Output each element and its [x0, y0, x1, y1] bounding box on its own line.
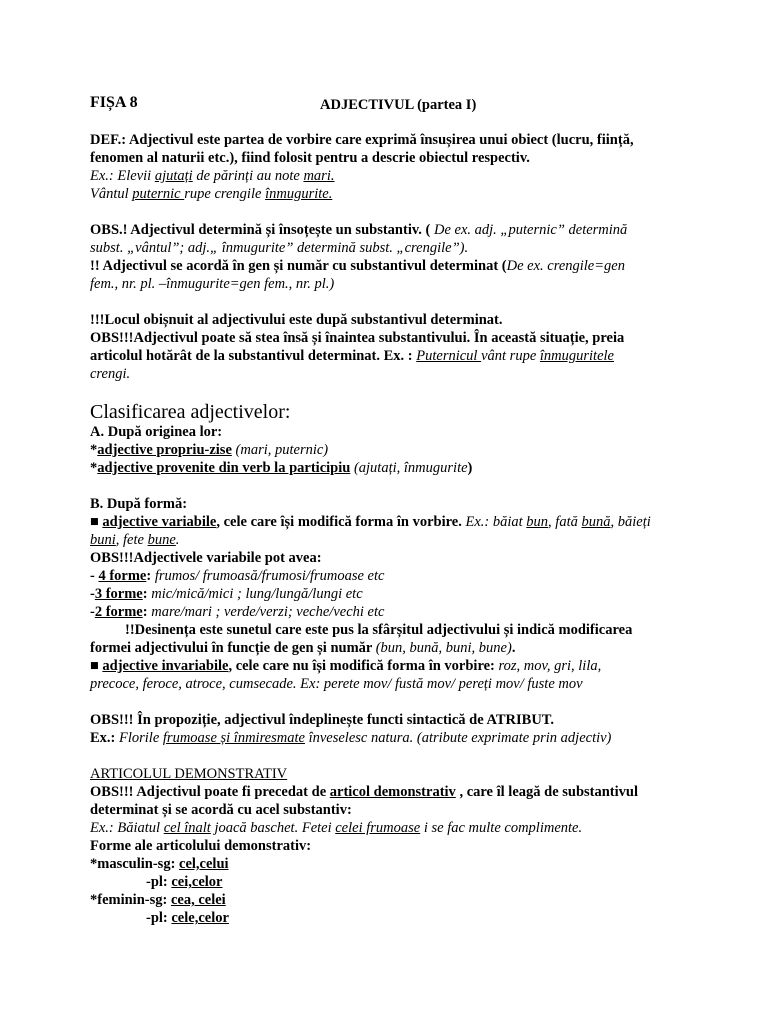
variable-forms-note: OBS!!!Adjectivele variabile pot avea:: [90, 550, 322, 566]
demonstrative-obs-line-1: OBS!!! Adjectivul poate fi precedat de articol demonstrativ , care îl leagă de substantivul: [90, 784, 639, 800]
definition-line-2: fenomen al naturii etc.), fiind folosit pentru a descrie obiectul respectiv.: [90, 150, 530, 166]
adjective-position-note: !!!Locul obișnuit al adjectivului este după substantivul determinat.: [90, 312, 503, 328]
demonstrative-example: Ex.: Băiatul cel înalt joacă baschet. Fetei celei frumoase i se fac multe complimente.: [90, 820, 583, 836]
desinence-line-2: formei adjectivului în funcție de gen și număr (bun, bună, buni, bune).: [90, 640, 516, 656]
obs-line-3: !! Adjectivul se acordă în gen și număr cu substantivul determinat (De ex. crengile=gen: [90, 258, 625, 274]
two-forms-item: -2 forme: mare/mari ; verde/verzi; veche/vechi etc: [90, 604, 385, 620]
list-item-participiu: *adjective provenite din verb la participiu (ajutați, înmugurite): [90, 460, 473, 476]
three-forms-item: -3 forme: mic/mică/mici ; lung/lungă/lungi etc: [90, 586, 363, 602]
variable-adjectives-line-2: buni, fete bune.: [90, 532, 180, 548]
demonstrative-forms-heading: Forme ale articolului demonstrativ:: [90, 838, 312, 854]
obs-line-4: fem., nr. pl. –înmugurite=gen fem., nr. pl.): [90, 276, 335, 292]
definition-line-1: DEF.: Adjectivul este partea de vorbire care exprimă însușirea unui obiect (lucru, ființă,: [90, 132, 634, 148]
four-forms-item: - 4 forme: frumos/ frumoasă/frumosi/frumoase etc: [90, 568, 385, 584]
worksheet-number: FIȘA 8: [90, 94, 138, 111]
attribute-note: OBS!!! În propoziție, adjectivul îndeplinește functi sintactică de ATRIBUT.: [90, 712, 555, 728]
demonstrative-obs-line-2: determinat și se acordă cu acel substantiv:: [90, 802, 352, 818]
invariable-adjectives-line-2: precoce, feroce, atroce, cumsecade. Ex: perete mov/ fustă mov/ pereți mov/ fuste mov: [90, 676, 583, 692]
obs-before-noun-line-2: articolul hotărât de la substantivul determinat. Ex. : Puternicul vânt rupe înmuguritele: [90, 348, 614, 364]
feminine-singular-forms: *feminin-sg: cea, celei: [90, 892, 226, 908]
demonstrative-article-heading: ARTICOLUL DEMONSTRATIV: [90, 766, 288, 782]
variable-adjectives-line-1: ■ adjective variabile, cele care își modifică forma în vorbire. Ex.: băiat bun, fată bună, băieți: [90, 514, 651, 530]
masculine-singular-forms: *masculin-sg: cel,celui: [90, 856, 229, 872]
obs-line-1: OBS.! Adjectivul determină și însoțește un substantiv. ( De ex. adj. „puternic” determină: [90, 222, 628, 238]
obs-before-noun-line-1: OBS!!!Adjectivul poate să stea însă și înaintea substantivului. În această situație, preia: [90, 330, 625, 346]
page-title: ADJECTIVUL (partea I): [320, 97, 477, 113]
list-item-propriu-zise: *adjective propriu-zise (mari, puternic): [90, 442, 329, 458]
invariable-adjectives-line-1: ■ adjective invariabile, cele care nu își modifică forma în vorbire: roz, mov, gri, lila,: [90, 658, 602, 674]
masculine-plural-forms: -pl: cei,celor: [146, 874, 223, 890]
section-a-heading: A. După originea lor:: [90, 424, 223, 440]
attribute-example: Ex.: Florile frumoase și înmiresmate înveselesc natura. (atribute exprimate prin adjectiv): [90, 730, 612, 746]
section-b-heading: B. După formă:: [90, 496, 188, 512]
classification-heading: Clasificarea adjectivelor:: [90, 401, 291, 423]
example-line-1: Ex.: Elevii ajutați de părinți au note mari.: [90, 168, 335, 184]
desinence-line-1: !!Desinența este sunetul care este pus la sfârșitul adjectivului și indică modificarea: [125, 622, 633, 638]
obs-line-2: subst. „vântul”; adj.„ înmugurite” determină subst. „crengile”).: [90, 240, 469, 256]
obs-before-noun-line-3: crengi.: [90, 366, 131, 382]
feminine-plural-forms: -pl: cele,celor: [146, 910, 229, 926]
example-line-2: Vântul puternic rupe crengile înmugurite.: [90, 186, 333, 202]
